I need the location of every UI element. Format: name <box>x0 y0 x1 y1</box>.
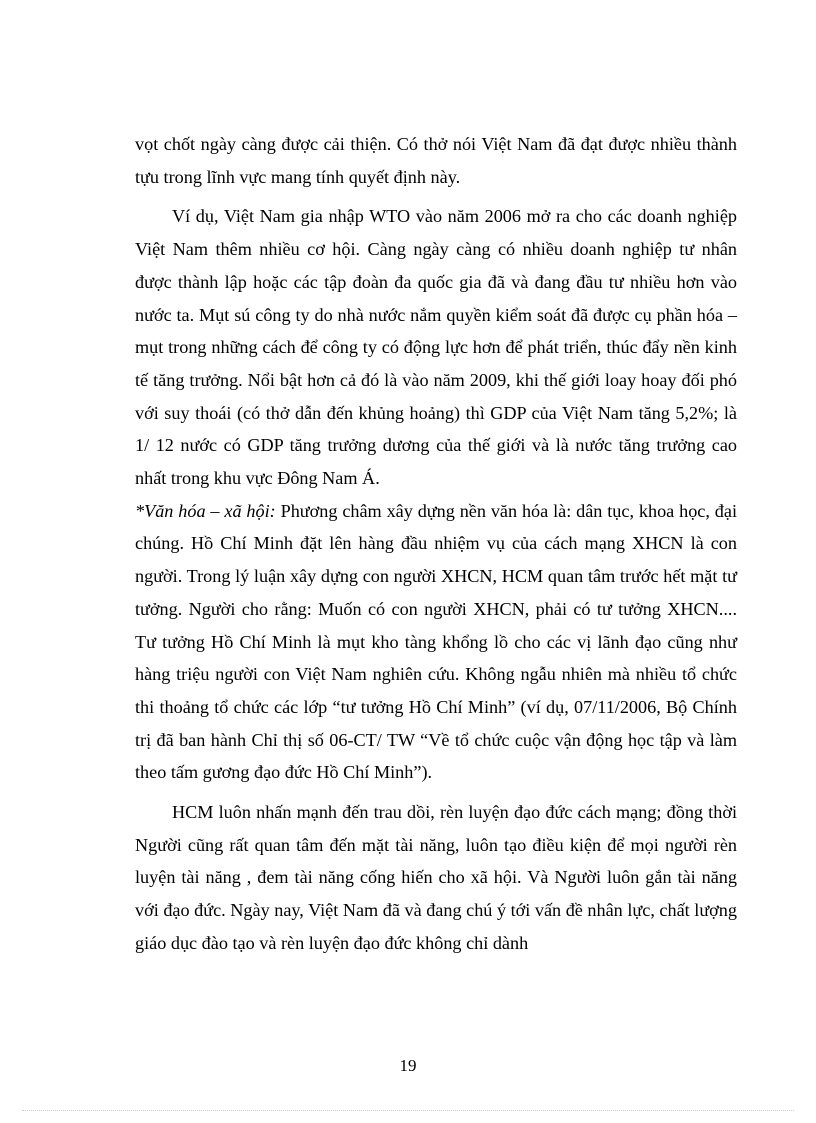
paragraph-3 <box>135 495 737 789</box>
footer-divider <box>22 1110 794 1111</box>
paragraph-4: HCM luôn nhấn mạnh đến trau dồi, rèn luyện đạo đức cách mạng; đồng thời Người cũng rất quan tâm đến mặt tài năng, luôn tạo điều kiện để mọi người rèn luyện tài năng , đem tài năng cống hiến cho xã hội. Và Người luôn gắn tài năng với đạo đức. Ngày nay, Việt Nam đã và đang chú ý tới vấn đề nhân lực, chất lượng giáo dục đào tạo và rèn luyện đạo đức không chỉ dành <box>135 802 737 953</box>
paragraph-1: vọt chốt ngày càng được cải thiện. Có thở nói Việt Nam đã đạt được nhiều thành tựu trong lĩnh vực mang tính quyết định này. <box>135 134 737 187</box>
paragraph-3-text: Phương châm xây dựng nền văn hóa là: dân tục, khoa học, đại chúng. Hồ Chí Minh đặt lên hàng đầu nhiệm vụ của cách mạng XHCN là con người. Trong lý luận xây dựng con người XHCN, HCM quan tâm trước hết mặt tư tưởng. Người cho rằng: Muốn có con người XHCN, phải có tư tưởng XHCN.... Tư tưởng Hồ Chí Minh là mụt kho tàng khổng lồ cho các vị lãnh đạo cũng như hàng triệu người con Việt Nam nghiên cứu. Không ngẫu nhiên mà nhiều tổ chức thi thoảng tổ chức các lớp “tư tưởng Hồ Chí Minh” (ví dụ, 07/11/2006, Bộ Chính trị đã ban hành Chỉ thị số 06-CT/ TW “Về tổ chức cuộc vận động học tập và làm theo tấm gương đạo đức Hồ Chí Minh”). <box>135 500 737 783</box>
body-text <box>135 128 737 960</box>
paragraph-2: Ví dụ, Việt Nam gia nhập WTO vào năm 2006 mở ra cho các doanh nghiệp Việt Nam thêm nhiều cơ hội. Càng ngày càng có nhiều doanh nghiệp tư nhân được thành lập hoặc các tập đoàn đa quốc gia đã và đang đầu tư nhiều hơn vào nước ta. Mụt sú công ty do nhà nước nắm quyền kiểm soát đã được cụ phần hóa – mụt trong những cách để công ty có động lực hơn để phát triển, thúc đẩy nền kinh tế tăng trưởng. Nổi bật hơn cả đó là vào năm 2009, khi thế giới loay hoay đối phó với suy thoái (có thở dẫn đến khủng hoảng) thì GDP của Việt Nam tăng 5,2%; là 1/ 12 nước có GDP tăng trưởng dương của thế giới và là nước tăng trưởng cao nhất trong khu vực Đông Nam Á. <box>135 206 737 489</box>
page-number: 19 <box>399 1056 417 1075</box>
culture-heading: *Văn hóa – xã hội: <box>135 500 276 521</box>
